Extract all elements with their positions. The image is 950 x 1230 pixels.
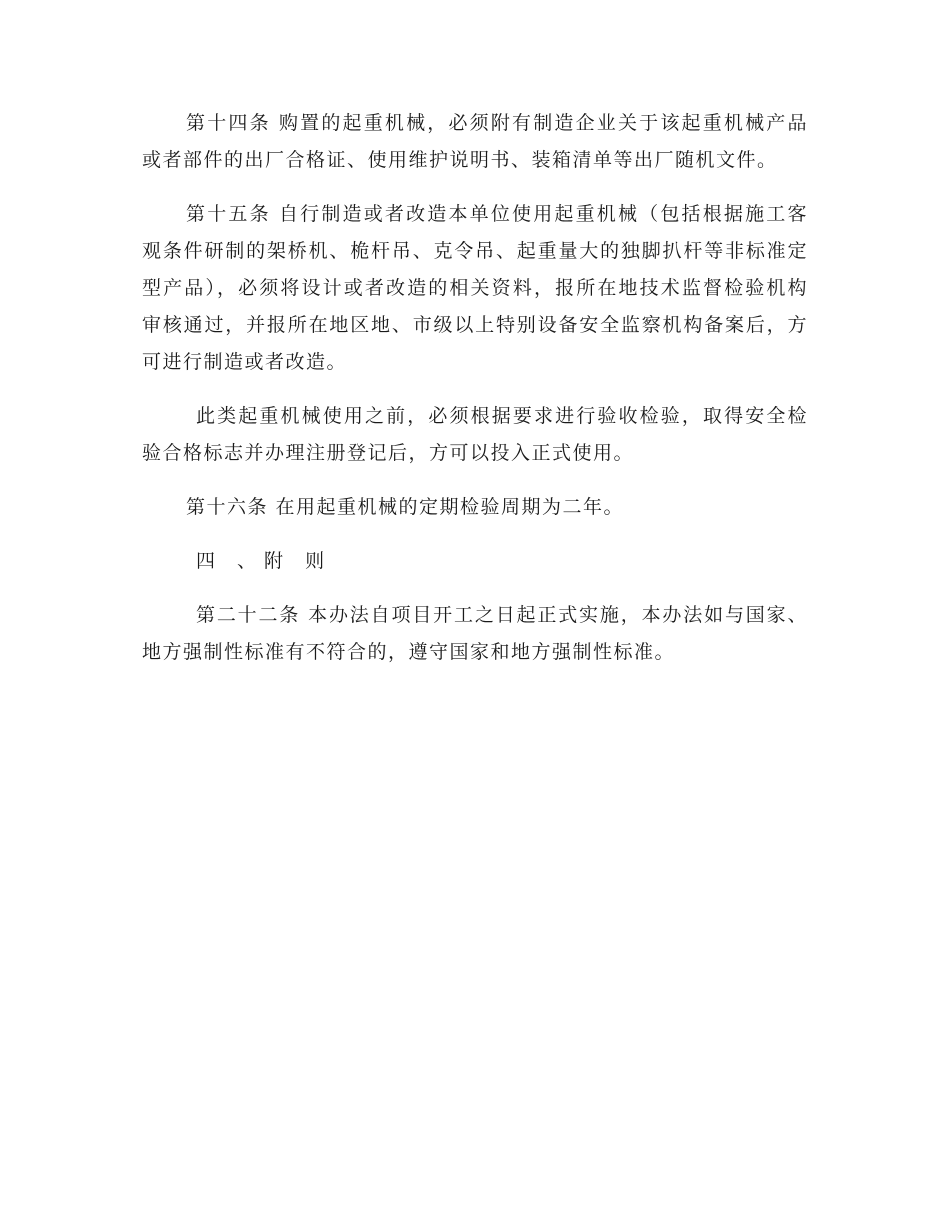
- article-16-paragraph: 第十六条 在用起重机械的定期检验周期为二年。: [186, 496, 625, 518]
- section-heading-appendix: 四 、附 则: [196, 550, 333, 572]
- document-body: [142, 105, 808, 688]
- article-22-paragraph: 第二十二条 本办法自项目开工之日起正式实施，本办法如与国家、地方强制性标准有不符合的，遵守国家和地方强制性标准。: [142, 604, 808, 663]
- article-15-continuation-paragraph: 此类起重机械使用之前，必须根据要求进行验收检验，取得安全检验合格标志并办理注册登记后，方可以投入正式使用。: [142, 405, 808, 464]
- article-14-paragraph: 第十四条 购置的起重机械，必须附有制造企业关于该起重机械产品或者部件的出厂合格证、使用维护说明书、装箱清单等出厂随机文件。: [142, 112, 808, 171]
- article-15-paragraph: 第十五条 自行制造或者改造本单位使用起重机械（包括根据施工客观条件研制的架桥机、桅杆吊、克令吊、起重量大的独脚扒杆等非标准定型产品），必须将设计或者改造的相关资料，报所在地技术监督检验机构审核通过，并报所在地区地、市级以上特别设备安全监察机构备案后，方可进行制造或者改造。: [142, 203, 808, 373]
